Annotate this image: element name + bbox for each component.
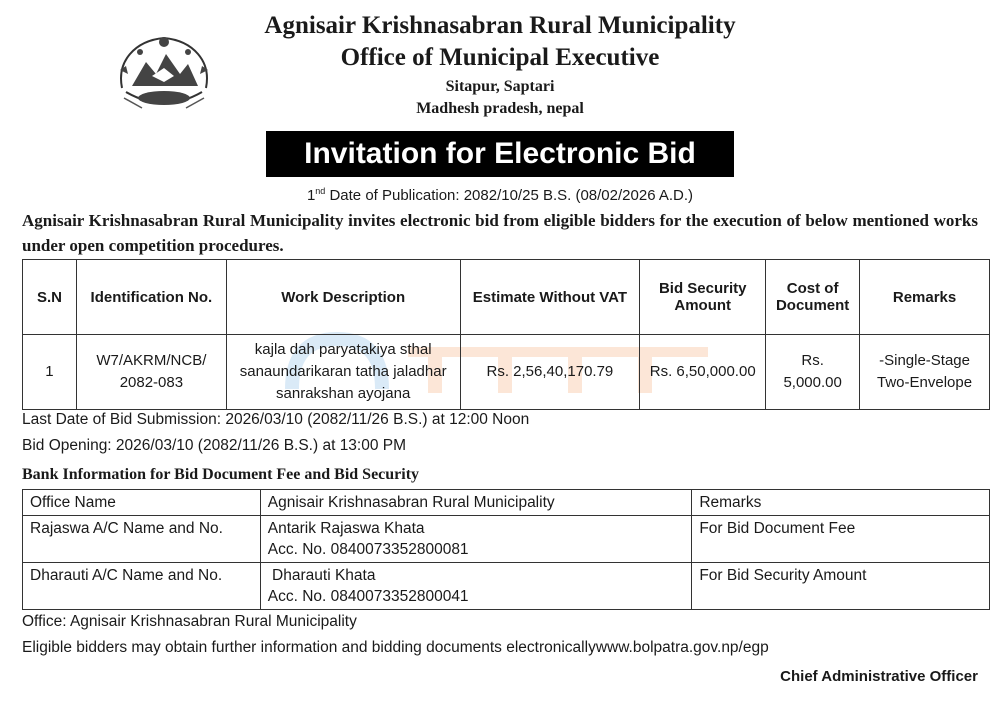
bank-cell-label: Office Name — [23, 490, 261, 516]
eligible-bidders-line: Eligible bidders may obtain further information and bidding documents electronicallywww.bolpatra.gov.np/egp — [22, 639, 769, 656]
bank-info-heading: Bank Information for Bid Document Fee and Bid Security — [22, 466, 420, 483]
col-header-identification: Identification No. — [76, 260, 226, 335]
table-row — [23, 490, 990, 516]
col-header-remarks: Remarks — [860, 260, 990, 335]
bank-cell-label: Dharauti A/C Name and No. — [23, 563, 261, 610]
account-number: Acc. No. 0840073352800041 — [267, 588, 469, 605]
cell-sn: 1 — [23, 335, 77, 410]
bid-table — [22, 259, 990, 410]
cell-cost-of-document: Rs. 5,000.00 — [766, 335, 860, 410]
table-row — [23, 563, 990, 610]
account-name: Dharauti Khata — [267, 567, 376, 584]
cell-identification: W7/AKRM/NCB/ 2082-083 — [76, 335, 226, 410]
bid-table-header-row — [23, 260, 990, 335]
col-header-estimate: Estimate Without VAT — [460, 260, 640, 335]
submission-deadline: Last Date of Bid Submission: 2026/03/10 (2082/11/26 B.S.) at 12:00 Noon — [22, 411, 530, 428]
bank-table — [22, 489, 990, 610]
office-line: Office: Agnisair Krishnasabran Rural Municipality — [22, 613, 357, 630]
bank-cell-remarks: For Bid Document Fee — [692, 516, 990, 563]
col-header-work-description: Work Description — [226, 260, 460, 335]
address-line: Sitapur, Saptari — [445, 78, 555, 95]
bank-cell-value — [260, 516, 692, 563]
cell-remarks: -Single-Stage Two-Envelope — [860, 335, 990, 410]
bank-cell-remarks: Remarks — [692, 490, 990, 516]
table-row — [23, 335, 990, 410]
bank-value-line: Agnisair Krishnasabran Rural Municipality — [267, 494, 555, 511]
bank-cell-remarks: For Bid Security Amount — [692, 563, 990, 610]
col-header-sn: S.N — [23, 260, 77, 335]
notice-title-banner: Invitation for Electronic Bid — [266, 131, 734, 177]
municipality-name: Agnisair Krishnasabran Rural Municipality — [264, 12, 736, 39]
bank-cell-value — [260, 490, 692, 516]
cell-estimate: Rs. 2,56,40,170.79 — [460, 335, 640, 410]
account-name: Antarik Rajaswa Khata — [267, 520, 425, 537]
cell-work-description: kajla dah paryatakiya sthal sanaundarikaran tatha jaladhar sanrakshan ayojana — [226, 335, 460, 410]
col-header-cost-of-document: Cost of Document — [766, 260, 860, 335]
cell-bid-security: Rs. 6,50,000.00 — [640, 335, 766, 410]
bid-opening: Bid Opening: 2026/03/10 (2082/11/26 B.S.) at 13:00 PM — [22, 437, 407, 454]
intro-paragraph: Agnisair Krishnasabran Rural Municipality invites electronic bid from eligible bidders for the execution of below mentioned works under open competition procedures. — [22, 211, 978, 255]
bank-cell-value — [260, 563, 692, 610]
table-row — [23, 516, 990, 563]
bank-cell-label: Rajaswa A/C Name and No. — [23, 516, 261, 563]
col-header-bid-security: Bid Security Amount — [640, 260, 766, 335]
office-name: Office of Municipal Executive — [340, 44, 660, 71]
province-line: Madhesh pradesh, nepal — [416, 100, 584, 117]
signature-title: Chief Administrative Officer — [780, 668, 978, 685]
account-number: Acc. No. 0840073352800081 — [267, 541, 469, 558]
publication-date: 1nd Date of Publication: 2082/10/25 B.S. (08/02/2026 A.D.) — [306, 186, 694, 204]
